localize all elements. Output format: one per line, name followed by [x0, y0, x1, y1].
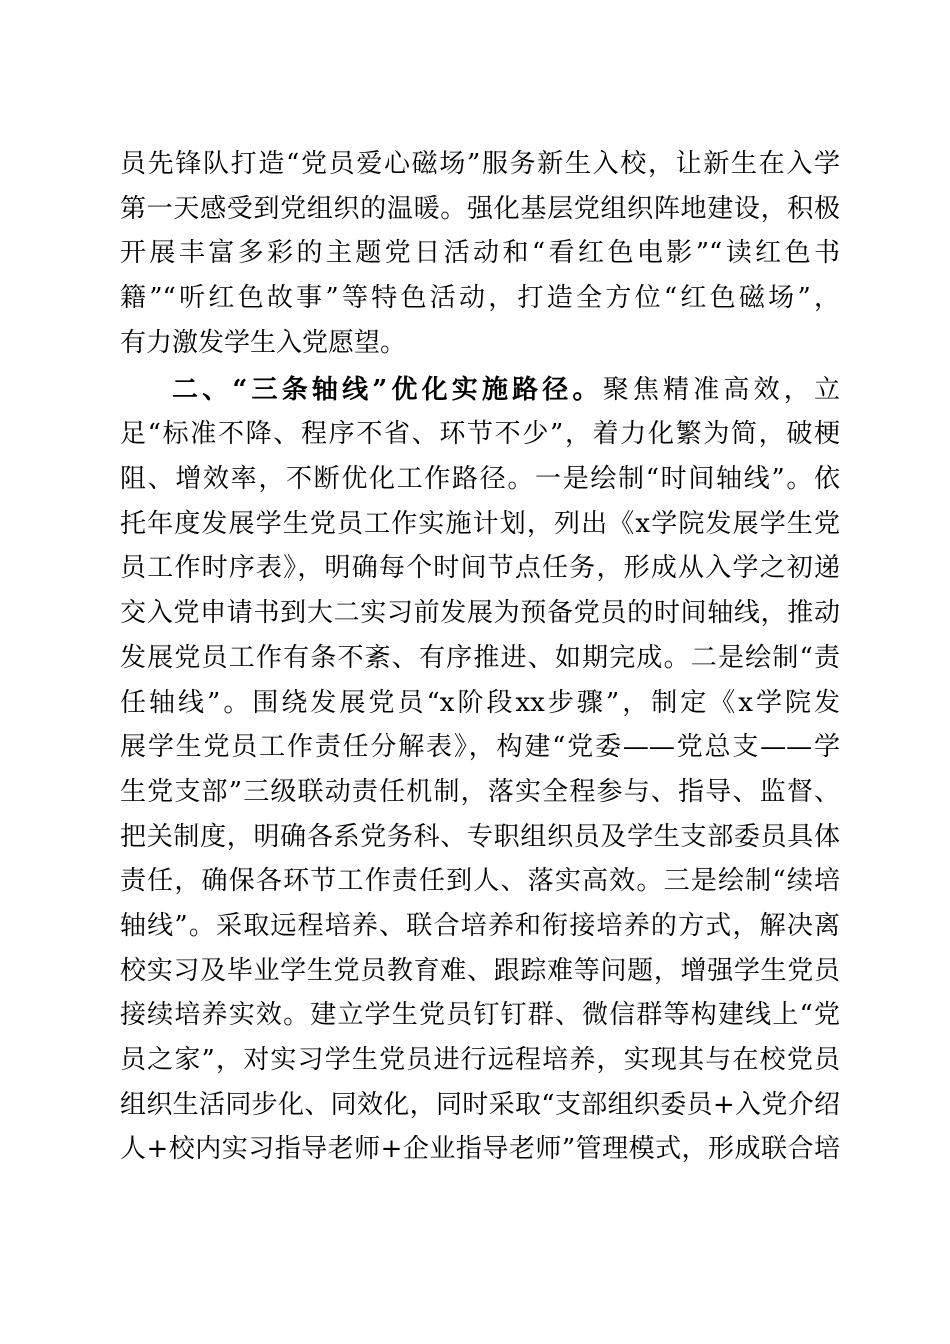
paragraph-line: 阻、增效率，不断优化工作路径。一是绘制“时间轴线”。依	[120, 464, 840, 495]
paragraph-line: 开展丰富多彩的主题党日活动和“看红色电影”“读红色书	[120, 238, 840, 269]
section-heading-line	[120, 368, 840, 413]
paragraph-line: 托年度发展学生党员工作实施计划，列出《x学院发展学生党	[120, 508, 840, 539]
paragraph-line: 员之家”，对实习学生党员进行远程培养，实现其与在校党员	[120, 1045, 840, 1076]
paragraph-line: 校实习及毕业学生党员教育难、跟踪难等问题，增强学生党员	[120, 955, 840, 986]
paragraph-line: 籍”“听红色故事”等特色活动，打造全方位“红色磁场”，	[120, 283, 840, 314]
paragraph-line: 交入党申请书到大二实习前发展为预备党员的时间轴线，推动	[120, 598, 840, 629]
paragraph-line: 第一天感受到党组织的温暖。强化基层党组织阵地建设，积极	[120, 193, 840, 224]
paragraph-line: 组织生活同步化、同效化，同时采取“支部组织委员+入党介绍	[120, 1089, 840, 1120]
paragraph-line: 人+校内实习指导老师+企业指导老师”管理模式，形成联合培	[120, 1134, 840, 1165]
section-heading: 二、“三条轴线”优化实施路径。	[172, 374, 603, 405]
paragraph-line: 展学生党员工作责任分解表》，构建“党委——党总支——学	[120, 732, 840, 763]
body-text	[120, 142, 840, 1172]
paragraph-line: 足“标准不降、程序不省、环节不少”，着力化繁为简，破梗	[120, 419, 840, 450]
paragraph-line: 生党支部”三级联动责任机制，落实全程参与、指导、监督、	[120, 776, 840, 807]
paragraph-line: 接续培养实效。建立学生党员钉钉群、微信群等构建线上“党	[120, 1000, 840, 1031]
paragraph-line: 发展党员工作有条不紊、有序推进、如期完成。二是绘制“责	[120, 642, 840, 673]
paragraph-line: 员工作时序表》，明确每个时间节点任务，形成从入学之初递	[120, 553, 840, 584]
paragraph-line: 员先锋队打造“党员爱心磁场”服务新生入校，让新生在入学	[120, 149, 840, 179]
paragraph-line: 责任，确保各环节工作责任到人、落实高效。三是绘制“续培	[120, 866, 840, 897]
paragraph-line: 有力激发学生入党愿望。	[120, 327, 407, 358]
paragraph-line: 轴线”。采取远程培养、联合培养和衔接培养的方式，解决离	[120, 910, 840, 941]
section-heading-rest: 聚焦精准高效，立	[602, 374, 840, 405]
paragraph-line: 任轴线”。围绕发展党员“x阶段xx步骤”，制定《x学院发	[120, 687, 840, 718]
paragraph-line: 把关制度，明确各系党务科、专职组织员及学生支部委员具体	[120, 821, 840, 852]
